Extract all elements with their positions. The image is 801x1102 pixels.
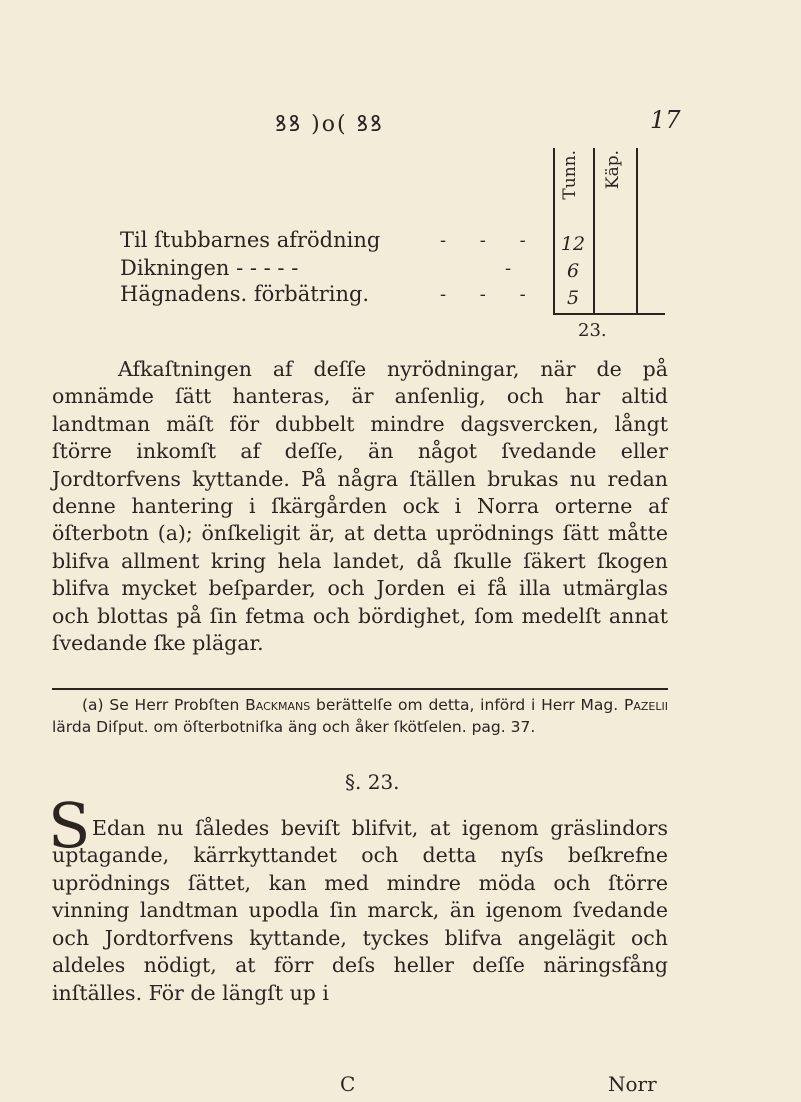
table-row-label: Til ſtubbarnes afrödning (120, 228, 381, 252)
footnote-text: berättelſe om detta, införd i Herr Mag. (316, 696, 619, 714)
table-mid-rule (593, 148, 595, 313)
table-row-value: 6 (566, 260, 580, 282)
page-number: 17 (650, 106, 681, 134)
section-heading: §. 23. (345, 770, 400, 794)
paragraph-text: Edan nu ſåledes beviſt blifvit, at igenom gräslindors uptagande, kärrkyttandet och detta nyſs beſkrefne uprödnings ſättet, kan med mindre möda och ſtörre vinning landtman upodla ſin marck, än igenom ſvedande och Jordtorfvens kyttande, tyckes blifva angelägit och aldeles nödigt, at förr deſs heller deſſe näringsfång inſtälles. För de längſt up i (52, 815, 668, 1006)
section-number: 23. (578, 320, 607, 341)
paragraph-body (52, 794, 668, 1028)
footnote-text: Se Herr Probſten (109, 696, 240, 714)
paragraph-body (52, 356, 668, 657)
signature-mark: C (340, 1072, 356, 1096)
table-row-label: Hägnadens. förbätring. (120, 282, 370, 306)
paragraph-text: Afkaſtningen af deſſe nyrödningar, när de på omnämde ſätt hanteras, är anſenlig, och har altid landtman mäſt för dubbelt mindre dagsvercken, långt ſtörre inkomſt af deſſe, än något ſvedande eller Jordtorfvens kyttande. På några ſtällen brukas nu redan denne hantering i ſkärgården ock i Norra orterne af öſterbotn (a); önſkeligit är, at detta uprödnings ſätt måtte blifva allment kring hela landet, då ſkulle ſäkert ſkogen blifva mycket beſparder, och Jorden ei få illa utmärglas och blottas på ſin fetma och bördighet, ſom medelſt annat ſvedande ſke plägar. (52, 357, 668, 656)
footnote-text: lärda Diſput. om öſterbotniſka äng och åker ſkötſelen. pag. 37. (52, 718, 536, 736)
column-header-tunn: Tunn. (560, 150, 580, 200)
table-row-label: Dikningen - - - - - (120, 256, 299, 280)
drop-cap: S (48, 789, 91, 862)
footnote (52, 694, 668, 738)
table-right-rule (636, 148, 638, 313)
table-row-value: 12 (560, 233, 586, 255)
table-row-dots: - - - (440, 230, 540, 251)
table-row-dots: - (505, 258, 526, 279)
footnote-author-name: Pazelii (623, 696, 668, 714)
footnote-marker: (a) (82, 696, 104, 714)
footnote-rule (52, 688, 668, 690)
column-header-kap: Käp. (603, 150, 623, 190)
table-bottom-rule (553, 313, 665, 315)
table-row-dots: - - - (440, 284, 540, 305)
footnote-author-name: Backmans (245, 696, 311, 714)
catchword: Norr (608, 1072, 657, 1096)
table-row-value: 5 (566, 287, 580, 309)
header-ornament: ꝸꝸ )o( ꝸꝸ (275, 112, 384, 137)
